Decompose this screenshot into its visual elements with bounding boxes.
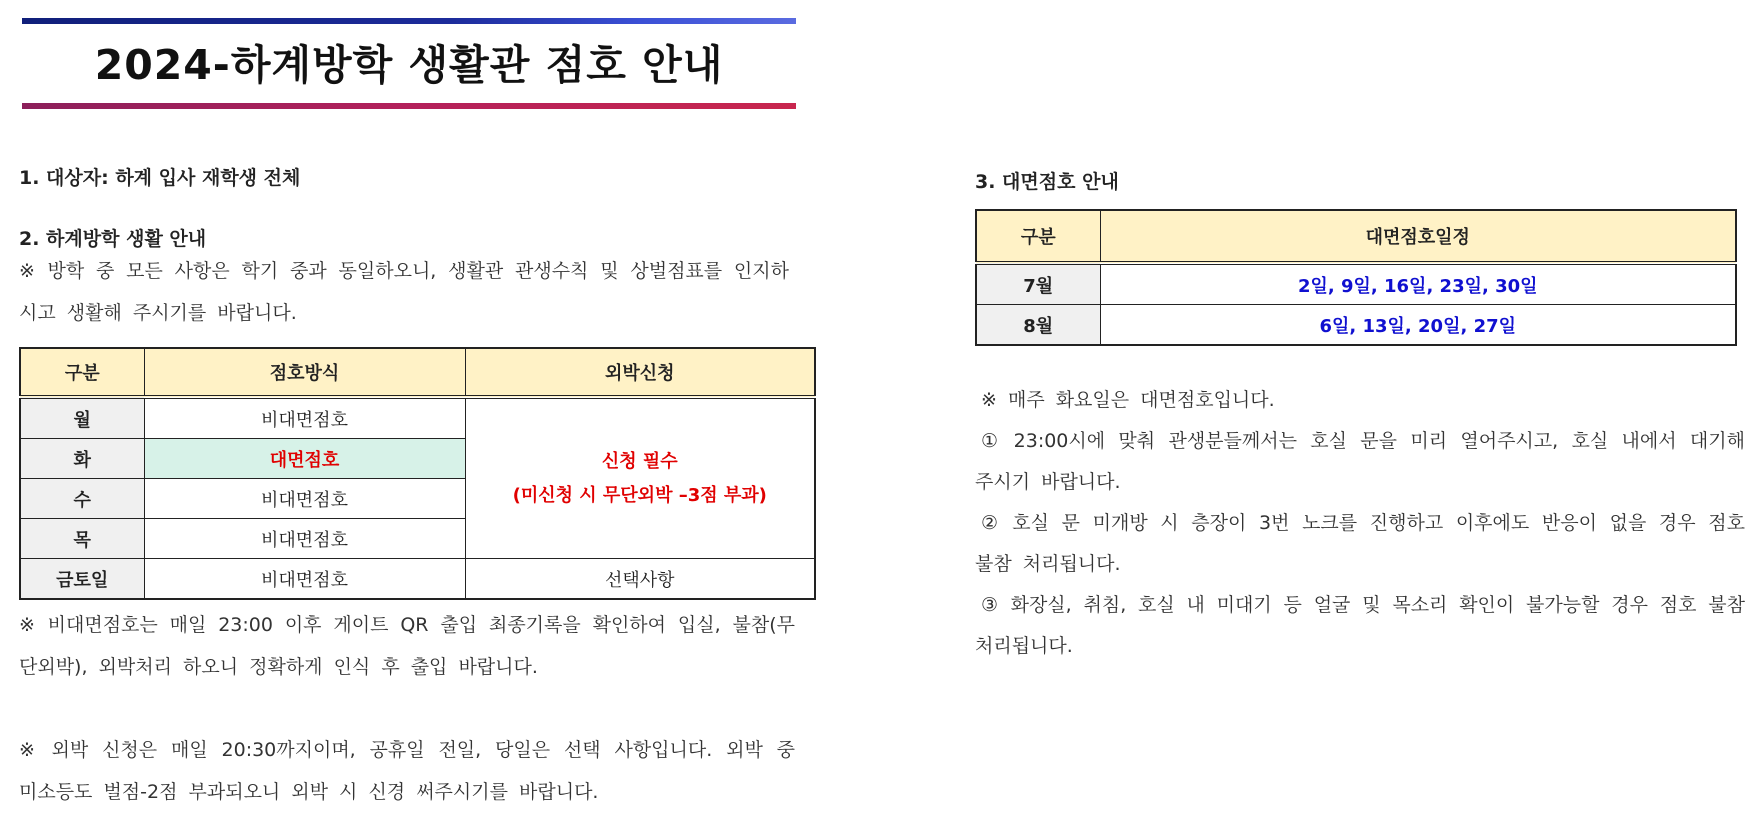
table-row — [976, 263, 1736, 305]
section3-item3-line2: 처리됩니다. — [975, 635, 1073, 657]
col-header-schedule: 대면점호일정 — [1100, 210, 1736, 263]
col-header-category: 구분 — [976, 210, 1100, 263]
day-cell: 목 — [20, 519, 144, 559]
overnight-required-label: 신청 필수 — [601, 450, 678, 472]
day-cell: 금토일 — [20, 559, 144, 600]
table-row — [20, 559, 815, 600]
method-cell: 비대면점호 — [144, 479, 465, 519]
section3-heading: 3. 대면점호 안내 — [975, 171, 1119, 193]
section3-item2-line2: 불참 처리됩니다. — [975, 553, 1121, 575]
section2-note1-line2: 단외박), 외박처리 하오니 정확하게 인식 후 출입 바랍니다. — [19, 656, 538, 678]
overnight-required-detail: (미신청 시 무단외박 –3점 부과) — [512, 484, 767, 506]
col-header-overnight: 외박신청 — [465, 348, 815, 397]
dates-cell: 6일, 13일, 20일, 27일 — [1100, 305, 1736, 346]
section3-item1-line2: 주시기 바랍니다. — [975, 471, 1121, 493]
col-header-method: 점호방식 — [144, 348, 465, 397]
section2-note2-line1: ※ 외박 신청은 매일 20:30까지이며, 공휴일 전일, 당일은 선택 사항입니다. 외박 중 — [19, 739, 795, 761]
month-cell: 8월 — [976, 305, 1100, 346]
table-row — [20, 397, 815, 439]
section2-heading: 2. 하계방학 생활 안내 — [19, 228, 207, 250]
day-cell: 화 — [20, 439, 144, 479]
section2-note2-line2: 미소등도 벌점-2점 부과되오니 외박 시 신경 써주시기를 바랍니다. — [19, 781, 599, 803]
method-cell-highlight: 대면점호 — [144, 439, 465, 479]
section2-note1 — [19, 604, 795, 688]
section2-note2 — [19, 729, 795, 813]
title-bottom-bar — [22, 103, 796, 109]
rollcall-table — [19, 347, 816, 600]
day-cell: 수 — [20, 479, 144, 519]
section3-item2-line1: ② 호실 문 미개방 시 층장이 3번 노크를 진행하고 이후에도 반응이 없을 경우 점호 — [981, 512, 1745, 534]
section2-note1-line1: ※ 비대면점호는 매일 23:00 이후 게이트 QR 출입 최종기록을 확인하여 입실, 불참(무 — [19, 614, 795, 636]
section3-notes — [975, 380, 1745, 667]
section3-weekly-note: ※ 매주 화요일은 대면점호입니다. — [981, 389, 1275, 411]
table-row — [976, 305, 1736, 346]
section2-notice-line2: 시고 생활해 주시기를 바랍니다. — [19, 302, 297, 324]
section2-notice-line1: ※ 방학 중 모든 사항은 학기 중과 동일하오니, 생활관 관생수칙 및 상벌점표를 인지하 — [19, 260, 789, 282]
overnight-optional-cell: 선택사항 — [465, 559, 815, 600]
section3-item1-line1: ① 23:00시에 맞춰 관생분들께서는 호실 문을 미리 열어주시고, 호실 내에서 대기해 — [981, 430, 1745, 452]
day-cell: 월 — [20, 397, 144, 439]
section2-notice — [19, 250, 789, 334]
section3-item3-line1: ③ 화장실, 취침, 호실 내 미대기 등 얼굴 및 목소리 확인이 불가능할 경우 점호 불참 — [981, 594, 1745, 616]
month-cell: 7월 — [976, 263, 1100, 305]
dates-cell: 2일, 9일, 16일, 23일, 30일 — [1100, 263, 1736, 305]
rollcall-table-header — [20, 348, 815, 397]
overnight-required-cell — [465, 397, 815, 559]
page-title: 2024-하계방학 생활관 점호 안내 — [94, 41, 724, 89]
method-cell: 비대면점호 — [144, 559, 465, 600]
method-cell: 비대면점호 — [144, 397, 465, 439]
meeting-table-header — [976, 210, 1736, 263]
meeting-schedule-table — [975, 209, 1737, 346]
title-top-bar — [22, 18, 796, 24]
section1-heading: 1. 대상자: 하계 입사 재학생 전체 — [19, 167, 301, 189]
col-header-category: 구분 — [20, 348, 144, 397]
method-cell: 비대면점호 — [144, 519, 465, 559]
